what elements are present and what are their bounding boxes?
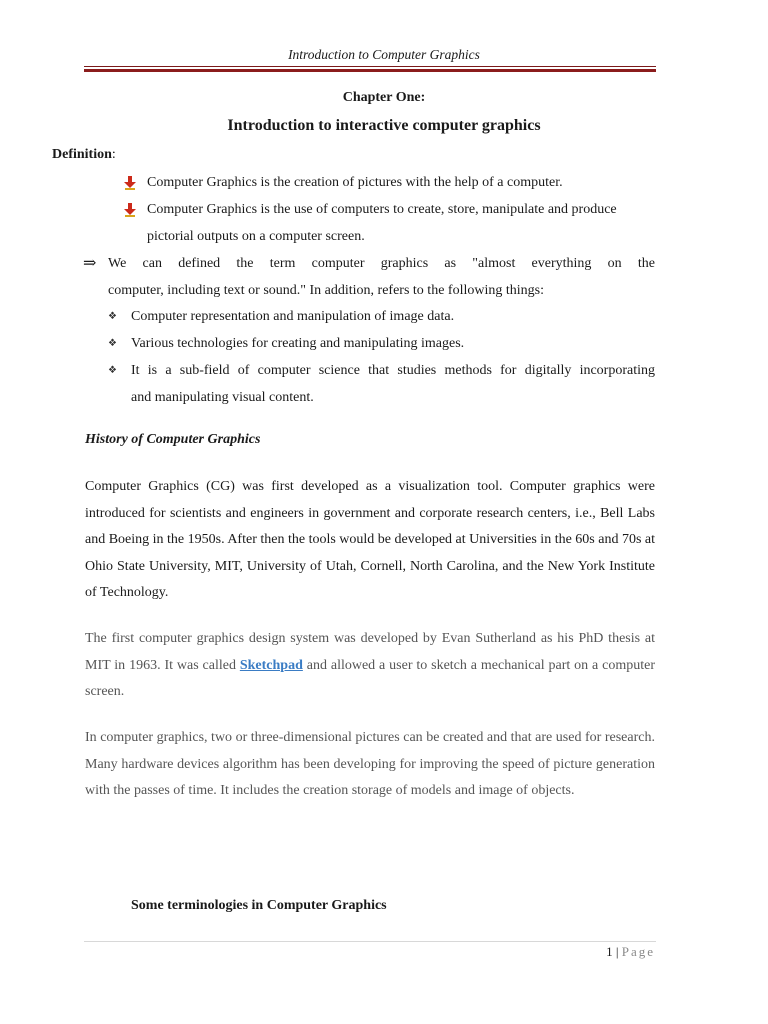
implies-text-line: computer, including text or sound." In addition, refers to the following things: xyxy=(108,283,544,298)
down-arrow-bullet-icon xyxy=(124,176,136,195)
history-paragraph-2 xyxy=(85,626,655,706)
diamond-bullet-icon: ❖ xyxy=(108,311,117,322)
page-title: Introduction to interactive computer graphics xyxy=(227,117,541,134)
page-footer xyxy=(520,944,655,960)
footer-separator: | xyxy=(615,944,619,959)
section-heading-terminologies: Some terminologies in Computer Graphics xyxy=(131,898,387,913)
bullet-item: Computer Graphics is the creation of pictures with the help of a computer. xyxy=(147,175,563,190)
history-paragraph-3: In computer graphics, two or three-dimensional pictures can be created and that are used for research. Many hardware devices algorithm has been developing for improving the speed of picture generation with the passes of time. It includes the creation storage of models and image of objects. xyxy=(85,730,655,799)
running-header: Introduction to Computer Graphics xyxy=(288,47,480,62)
bullet-item: It is a sub-field of computer science that studies methods for digitally incorporating xyxy=(131,363,655,378)
diamond-bullet-icon: ❖ xyxy=(108,338,117,349)
definition-label xyxy=(52,147,116,163)
definition-colon: : xyxy=(111,147,116,162)
paragraph-text: and allowed a user to sketch a mechanical part on a computer screen. xyxy=(85,657,655,700)
bullet-item-continued: pictorial outputs on a computer screen. xyxy=(147,229,365,244)
down-arrow-bullet-icon xyxy=(124,203,136,222)
history-paragraph-1: Computer Graphics (CG) was first developed as a visualization tool. Computer graphics were introduced for scientists and engineers in government and corporate research centers, i.e., Bell Labs and Boeing in the 1950s. After then the tools would be developed at Universities in the 60s and 70s at Ohio State University, MIT, University of Utah, Cornell, North Carolina, and the New York Institute of Technology. xyxy=(85,479,656,601)
paragraph-text: The first computer graphics design system was developed by Evan Sutherland as his PhD thesis at MIT in 1963. It was called xyxy=(85,631,655,673)
page-word: Page xyxy=(621,944,655,959)
diamond-bullet-icon: ❖ xyxy=(108,365,117,376)
bullet-item: Various technologies for creating and manipulating images. xyxy=(131,336,465,351)
implies-text-line: We can defined the term computer graphics as "almost everything on the xyxy=(108,256,655,271)
header-rule-thin xyxy=(84,66,656,67)
bullet-item: Computer Graphics is the use of computers to create, store, manipulate and produce xyxy=(147,202,617,217)
implies-arrow-icon: ⇒ xyxy=(83,255,97,272)
footer-rule xyxy=(84,941,656,942)
chapter-label: Chapter One: xyxy=(342,90,426,105)
header-rule-thick xyxy=(84,69,656,72)
definition-label-text: Definition xyxy=(52,147,112,162)
section-heading-history: History of Computer Graphics xyxy=(85,432,261,447)
bullet-item-continued: and manipulating visual content. xyxy=(131,390,314,405)
sketchpad-link[interactable]: Sketchpad xyxy=(239,657,303,673)
page-number: 1 xyxy=(606,944,613,959)
bullet-item: Computer representation and manipulation of image data. xyxy=(131,309,455,324)
